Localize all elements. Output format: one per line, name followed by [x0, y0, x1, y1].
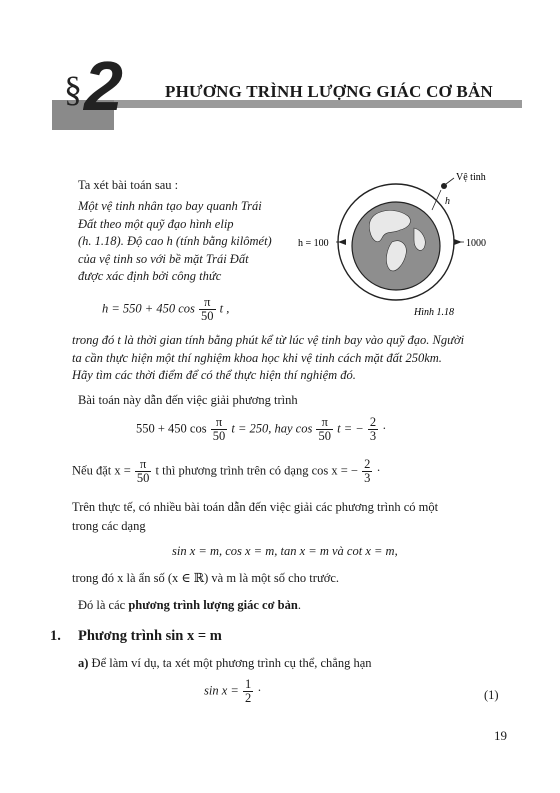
subsection-number: 1.	[50, 628, 61, 644]
fraction: $\frac{2}{3}$	[369, 415, 377, 444]
formula-tail: t ,	[219, 301, 230, 316]
problem-line: được xác định bởi công thức	[78, 269, 222, 283]
equation-forms: sin x = m, cos x = m, tan x = m và cot x = m,	[172, 544, 398, 558]
fraction: $\frac{\pi}{50}$	[212, 415, 226, 444]
formula-lhs: h = 550 + 450 cos	[102, 301, 195, 316]
height-formula	[102, 296, 229, 323]
problem-line: Một vệ tinh nhân tạo bay quanh Trái	[78, 199, 262, 213]
fraction: $\frac{\pi}{50}$	[136, 457, 150, 486]
page-number: 19	[494, 728, 507, 743]
figure-caption: Hình 1.18	[414, 307, 454, 318]
substitution-line: Nếu đặt x = $\frac{\pi}{50}$ t thì phương trình trên có dạng cos x = − $\frac{2}{3}$ ·	[72, 457, 381, 486]
intro-lead: Ta xét bài toán sau :	[78, 178, 179, 192]
equation-sin: sin x = $\frac{1}{2}$ ·	[204, 677, 262, 706]
satellite-pointer	[446, 178, 454, 184]
problem-line: Đất theo một quỹ đạo hình elip	[78, 216, 234, 231]
definition-term: phương trình lượng giác cơ bản	[128, 598, 298, 612]
right-arrow-head	[454, 239, 462, 245]
problem-continuation	[72, 332, 517, 385]
problem-statement	[78, 198, 278, 286]
part-a-text: a) Để làm ví dụ, ta xét một phương trình cụ thể, chẳng hạn	[78, 656, 372, 670]
problem-line: (h. 1.18). Độ cao h (tính bằng kilômét)	[78, 234, 272, 248]
left-altitude-label: h = 100	[298, 238, 329, 249]
problem-line: của vệ tinh so với bề mặt Trái Đất	[78, 251, 249, 266]
equation-tag: (1)	[484, 688, 499, 702]
leads-to-text: Bài toán này dẫn đến việc giải phương trình	[78, 393, 298, 407]
problem-line: Hãy tìm các thời điểm để có thể thực hiện thí nghiệm đó.	[72, 368, 356, 382]
section-symbol: §	[64, 69, 82, 109]
orbit-figure	[296, 168, 518, 318]
fraction: $\frac{1}{2}$	[244, 677, 252, 706]
formula-fraction: $\frac{\pi}{50}$	[201, 295, 214, 324]
definition-line: Đó là các phương trình lượng giác cơ bản.	[78, 598, 301, 612]
fraction: $\frac{2}{3}$	[364, 457, 371, 486]
problem-line: ta cần thực hiện một thí nghiệm khoa học khi vệ tinh cách mặt đất 250km.	[72, 350, 442, 365]
right-altitude-label: 1000	[466, 238, 486, 249]
fraction: $\frac{\pi}{50}$	[318, 415, 331, 444]
page-title: PHƯƠNG TRÌNH LƯỢNG GIÁC CƠ BẢN	[165, 82, 493, 101]
equation-1: 550 + 450 cos $\frac{\pi}{50}$ t = 250, hay cos $\frac{\pi}{50}$ t = − $\frac{2}{3}$ ·	[136, 415, 387, 444]
satellite-label: Vệ tinh	[456, 172, 486, 183]
practice-paragraph: Trên thực tế, có nhiều bài toán dẫn đến việc giải các phương trình có một trong các dạng	[72, 500, 439, 533]
h-label: h	[445, 196, 450, 207]
subsection-title: Phương trình sin x = m	[78, 628, 222, 644]
problem-line: trong đó t là thời gian tính bằng phút kể từ lúc vệ tinh bay vào quỹ đạo. Người	[72, 333, 465, 347]
variable-definition: trong đó x là ẩn số (x ∈ ℝ) và m là một số cho trước.	[72, 571, 340, 585]
section-number: 2	[84, 47, 123, 125]
